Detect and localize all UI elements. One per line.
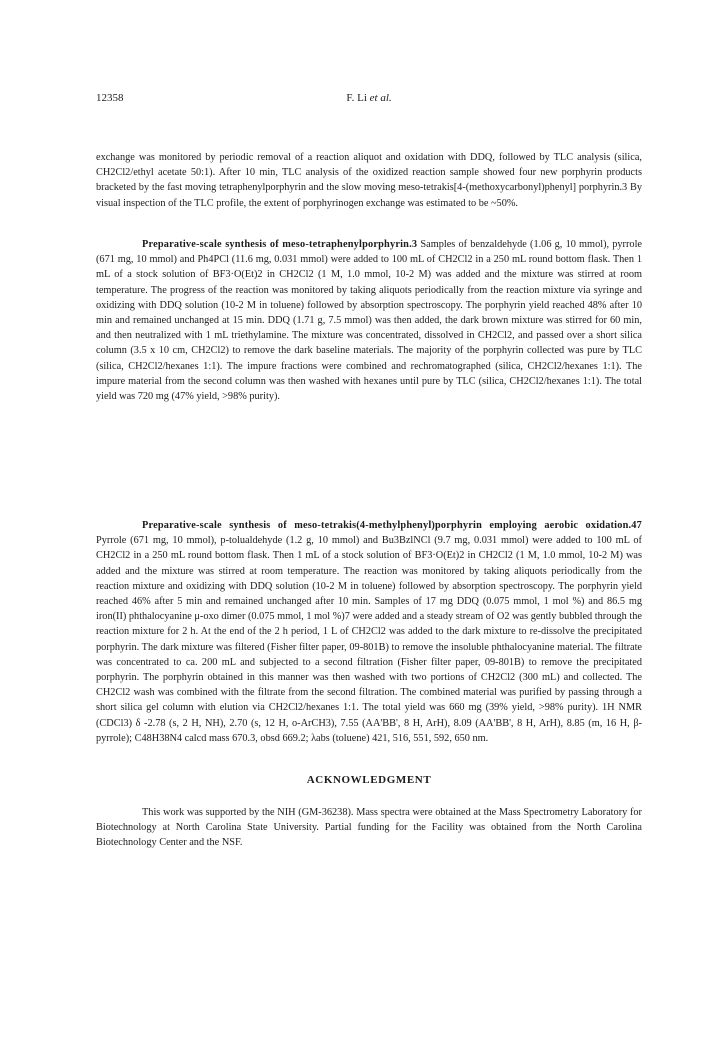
acknowledgment-text: This work was supported by the NIH (GM-36238). Mass spectra were obtained at the Mass Spectrometry Laboratory for Biotechnology at North Carolina State University. Partial funding for the Facility was obtained from the North Carolina Biotechnology Center and the NSF. [96, 807, 642, 849]
page-number: 12358 [96, 92, 124, 104]
paragraph-text: Pyrrole (671 mg, 10 mmol), p-tolualdehyde (1.2 g, 10 mmol) and Bu3BzlNCl (9.7 mg, 0.031 mmol) were added to 100 mL of CH2Cl2 in a 250 mL round bottom flask. Then 1 mL of a stock solution of BF3·O(Et)2 in CH2Cl2 (1 M, 1.0 mmol, 10-2 M) was added and the mixture was stirred at room temperature. The reaction was monitored by taking aliquots periodically from the reaction mixture and oxidizing with DDQ solution (10-2 M in toluene) followed by absorption spectroscopy. The porphyrin yield reached 46% after 5 min and remained unchanged after 10 min. Samples of 17 mg DDQ (0.075 mmol, 1 mol %) and 86.5 mg iron(II) phthalocyanine μ-oxo dimer (0.075 mmol, 1 mol %)7 were added and a steady stream of O2 was gently bubbled through the reaction mixture for 2 h. At the end of the 2 h period, 1 L of CH2Cl2 was added to the dark mixture to re-dissolve the precipitated porphyrin. The dark mixture was filtered (Fisher filter paper, 09-801B) to remove the insoluble phthalocyanine material. The filtrate was concentrated to ca. 200 mL and subjected to a second filtration (Fisher filter paper, 09-801B) to remove the precipitated porphyrin. The porphyrin obtained in this manner was then washed with two portions of CH2Cl2 (300 mL) and collected. The CH2Cl2 wash was combined with the filtrate from the second filtration. The combined material was purified by passing through a short silica gel column with elution via CH2Cl2/hexanes 1:1. The total yield was 660 mg (39% yield, >98% purity). 1H NMR (CDCl3) δ -2.78 (s, 2 H, NH), 2.70 (s, 12 H, o-ArCH3), 7.55 (AA'BB', 8 H, ArH), 8.09 (AA'BB', 8 H, ArH), 8.85 (m, 16 H, β-pyrrole); C48H38N4 calcd mass 670.3, obsd 669.2; λabs (toluene) 421, 516, 551, 592, 650 nm. [96, 535, 642, 744]
running-author [96, 92, 642, 104]
paragraph-text: exchange was monitored by periodic removal of a reaction aliquot and oxidation with DDQ, followed by TLC analysis (silica, CH2Cl2/ethyl acetate 50:1). After 10 min, TLC analysis of the oxidized reaction sample showed four new porphyrin products bracketed by the fast moving tetraphenylporphyrin and the slow moving meso-tetrakis[4-(methoxycarbonyl)phenyl] porphyrin.3 By visual inspection of the TLC profile, the extent of porphyrinogen exchange was estimated to be ~50%. [96, 152, 642, 209]
section-heading-tpp: Preparative-scale synthesis of meso-tetraphenylporphyrin.3 [142, 239, 418, 250]
paragraph-tlc-exchange [96, 150, 642, 211]
author-etal: et al. [369, 92, 392, 104]
paragraph-tpp-synthesis [96, 237, 642, 404]
acknowledgment-paragraph [96, 805, 642, 851]
paragraph-text: Samples of benzaldehyde (1.06 g, 10 mmol), pyrrole (671 mg, 10 mmol) and Ph4PCl (11.6 mg, 0.031 mmol) were added to 100 mL of CH2Cl2 in a 250 mL round bottom flask. Then 1 mL of a stock solution of BF3·O(Et)2 in CH2Cl2 (1 M, 1.0 mmol, 10-2 M) was added and the mixture was stirred at room temperature. The progress of the reaction was monitored by taking aliquots periodically from the reaction mixture via syringe and oxidizing with DDQ solution (10-2 M in toluene) followed by absorption spectroscopy. The porphyrin yield reached 48% after 10 min and remained unchanged at 15 min. DDQ (1.71 g, 7.5 mmol) was then added, the dark brown mixture was stirred for 60 min, and then neutralized with 1 mL triethylamine. The mixture was concentrated, dissolved in CH2Cl2, and passed over a short silica column (3.5 x 10 cm, CH2Cl2) to remove the dark baseline materials. The majority of the porphyrin collected was pure by TLC (silica, CH2Cl2/hexanes 1:1). The impure fractions were combined and rechromatographed (silica, CH2Cl2/hexanes 1:1). The impure material from the second column was then washed with hexanes until pure by TLC (silica, CH2Cl2/hexanes 1:1). The total yield was 720 mg (47% yield, >98% purity). [96, 239, 642, 403]
paragraph-ttp-synthesis [96, 518, 642, 746]
acknowledgment-title: ACKNOWLEDGMENT [306, 774, 432, 786]
author-name: F. Li [346, 92, 370, 104]
section-heading-ttp: Preparative-scale synthesis of meso-tetrakis(4-methylphenyl)porphyrin employing aerobic oxidation.47 [142, 520, 642, 531]
running-head [96, 92, 642, 108]
